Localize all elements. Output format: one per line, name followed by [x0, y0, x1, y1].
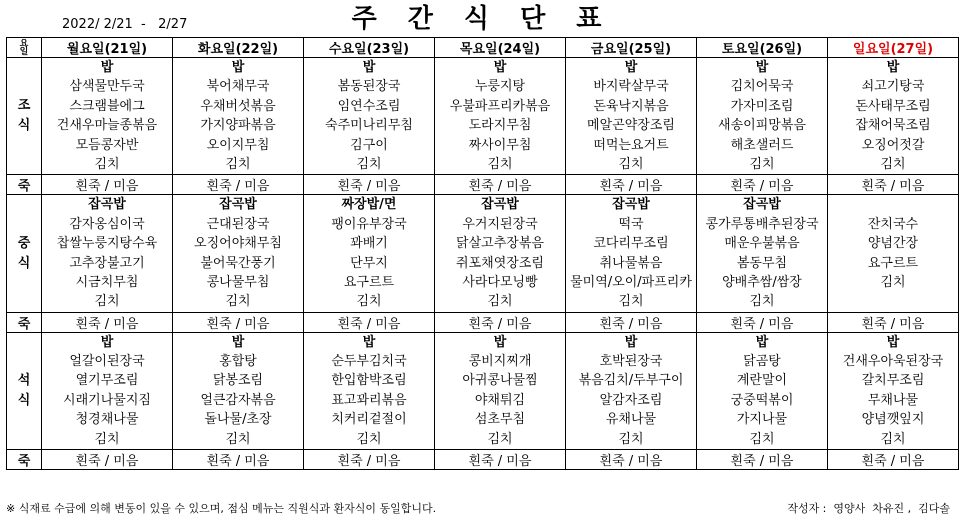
menu-item: 홍합탕	[219, 354, 257, 370]
menu-item: 취나물볶음	[599, 255, 663, 271]
menu-cell-lunch-mon	[42, 195, 173, 312]
menu-item: 스크램블에그	[69, 98, 145, 114]
menu-item: 새송이피망볶음	[718, 118, 806, 134]
menu-cell-lunch-thu	[435, 195, 566, 312]
juk-value: 흰죽 / 미음	[730, 454, 794, 470]
menu-item-main: 잡곡밥	[88, 197, 126, 213]
menu-item: 해초샐러드	[730, 137, 794, 153]
menu-item: 요구르트	[867, 255, 919, 271]
menu-item: 김치	[487, 156, 513, 172]
day-header-tue: 화요일(22일)	[173, 38, 304, 58]
menu-cell-lunch-tue	[173, 195, 304, 312]
menu-cell-dinner-sat	[697, 332, 828, 449]
juk-cell-breakfast-tue	[173, 175, 304, 195]
juk-value: 흰죽 / 미음	[337, 179, 401, 195]
menu-item: 팽이유부장국	[331, 216, 407, 232]
meal-row-breakfast	[7, 58, 959, 175]
menu-cell-lunch-sat	[697, 195, 828, 312]
menu-cell-lunch-wed	[304, 195, 435, 312]
menu-item-main: 잡곡밥	[219, 197, 257, 213]
juk-value: 흰죽 / 미음	[337, 454, 401, 470]
menu-item: 김치	[356, 431, 382, 447]
menu-item: 김치	[880, 431, 906, 447]
menu-item: 청경채나물	[75, 412, 139, 428]
menu-item: 닭곰탕	[743, 354, 781, 370]
juk-cell-dinner-fri	[566, 450, 697, 470]
juk-cell-lunch-sat	[697, 312, 828, 332]
juk-cell-lunch-sun	[828, 312, 959, 332]
menu-item: 닭살고추장볶음	[456, 236, 544, 252]
juk-cell-lunch-wed	[304, 312, 435, 332]
menu-item-main: 밥	[624, 60, 638, 75]
menu-item-main: 밥	[886, 334, 900, 350]
menu-item: 김치	[618, 156, 644, 172]
meal-label-lunch	[7, 195, 42, 312]
juk-value: 흰죽 / 미음	[337, 316, 401, 332]
menu-item: 누룽지탕	[474, 79, 526, 95]
menu-item: 김치	[749, 294, 775, 310]
menu-item-main: 밥	[231, 60, 245, 75]
menu-item: 물미역/오이/파프리카	[570, 274, 692, 290]
menu-cell-breakfast-tue	[173, 58, 304, 175]
menu-item-main: 밥	[755, 60, 769, 75]
menu-item: 순두부김치국	[331, 354, 407, 370]
juk-value: 흰죽 / 미음	[599, 454, 663, 470]
menu-item: 김치	[880, 274, 906, 290]
menu-item: 김치	[356, 294, 382, 310]
juk-cell-lunch-tue	[173, 312, 304, 332]
menu-item: 알감자조림	[599, 392, 663, 408]
juk-value: 흰죽 / 미음	[468, 316, 532, 332]
menu-item: 김치	[749, 431, 775, 447]
corner-label-bottom: 일	[19, 46, 29, 57]
day-header-fri: 금요일(25일)	[566, 38, 697, 58]
menu-item: 김치	[487, 294, 513, 310]
juk-row-lunch	[7, 312, 959, 332]
menu-cell-breakfast-fri	[566, 58, 697, 175]
weekly-menu-table	[6, 37, 959, 470]
corner-cell	[7, 38, 42, 58]
juk-cell-breakfast-sat	[697, 175, 828, 195]
menu-cell-dinner-mon	[42, 332, 173, 449]
menu-item: 건새우마늘종볶음	[56, 118, 158, 134]
juk-cell-breakfast-fri	[566, 175, 697, 195]
menu-item: 야채튀김	[474, 392, 526, 408]
menu-item: 양념간장	[867, 236, 919, 252]
juk-value: 흰죽 / 미음	[75, 179, 139, 195]
juk-label	[7, 175, 42, 195]
menu-item: 모듬콩자반	[75, 137, 139, 153]
menu-item-main: 밥	[624, 334, 638, 350]
menu-item-main: 밥	[100, 60, 114, 75]
juk-value: 흰죽 / 미음	[861, 454, 925, 470]
menu-item-main: 잡곡밥	[743, 197, 781, 213]
juk-label	[7, 312, 42, 332]
menu-item: 김치	[225, 294, 251, 310]
menu-item: 표고꽈리볶음	[331, 392, 407, 408]
menu-item: 아귀콩나물찜	[462, 373, 538, 389]
meal-label-dinner	[7, 332, 42, 449]
day-header-mon: 월요일(21일)	[42, 38, 173, 58]
juk-label-text: 죽	[17, 454, 31, 470]
meal-label-text: 조식	[17, 98, 31, 134]
menu-item: 요구르트	[343, 274, 395, 290]
menu-cell-dinner-thu	[435, 332, 566, 449]
menu-item: 쥐포채엿장조림	[456, 255, 544, 271]
menu-cell-lunch-sun	[828, 195, 959, 312]
menu-item-main: 밥	[100, 334, 114, 350]
menu-cell-breakfast-mon	[42, 58, 173, 175]
menu-item: 궁중떡볶이	[730, 392, 794, 408]
menu-item: 쇠고기탕국	[861, 79, 925, 95]
menu-item: 북어채무국	[206, 79, 270, 95]
menu-item: 김치	[225, 431, 251, 447]
juk-value: 흰죽 / 미음	[468, 179, 532, 195]
menu-item-main: 짜장밥/면	[341, 197, 397, 213]
day-header-thu: 목요일(24일)	[435, 38, 566, 58]
menu-item: 근대된장국	[206, 216, 270, 232]
juk-row-dinner	[7, 450, 959, 470]
juk-cell-dinner-tue	[173, 450, 304, 470]
menu-item: 시래기나물지짐	[63, 392, 151, 408]
menu-item: 돈사태무조림	[855, 98, 931, 114]
menu-item: 찹쌀누룽지탕수육	[56, 236, 158, 252]
menu-item: 꽈배기	[350, 236, 388, 252]
juk-value: 흰죽 / 미음	[468, 454, 532, 470]
menu-item: 불어묵간풍기	[200, 255, 276, 271]
juk-cell-breakfast-mon	[42, 175, 173, 195]
menu-item: 떠먹는요거트	[593, 137, 669, 153]
menu-item: 호박된장국	[599, 354, 663, 370]
menu-item: 떡국	[618, 216, 644, 232]
menu-item-main	[828, 195, 958, 214]
juk-value: 흰죽 / 미음	[206, 179, 270, 195]
menu-item: 오징어야채무침	[194, 236, 282, 252]
menu-item: 우거지된장국	[462, 216, 538, 232]
menu-item: 짜사이무침	[468, 137, 532, 153]
menu-item: 김치	[618, 431, 644, 447]
menu-item: 김치	[356, 156, 382, 172]
menu-cell-breakfast-wed	[304, 58, 435, 175]
menu-item: 김치	[749, 156, 775, 172]
date-range: 2022/ 2/21 - 2/27	[62, 17, 188, 32]
header-row	[7, 38, 959, 58]
menu-item: 계란말이	[736, 373, 788, 389]
day-header-sat: 토요일(26일)	[697, 38, 828, 58]
menu-item: 메알곤약장조림	[587, 118, 675, 134]
menu-cell-dinner-fri	[566, 332, 697, 449]
menu-item: 오징어젓갈	[861, 137, 925, 153]
menu-item: 볶음김치/두부구이	[578, 373, 684, 389]
juk-cell-lunch-mon	[42, 312, 173, 332]
juk-cell-dinner-wed	[304, 450, 435, 470]
menu-item: 가지나물	[736, 412, 788, 428]
menu-item: 김치	[880, 156, 906, 172]
menu-item: 고추장불고기	[69, 255, 145, 271]
menu-item: 치커리겉절이	[331, 412, 407, 428]
menu-item: 시금치무침	[75, 274, 139, 290]
menu-cell-breakfast-sun	[828, 58, 959, 175]
menu-item-main: 밥	[493, 334, 507, 350]
menu-item: 우불파프리카볶음	[449, 98, 551, 114]
menu-item-main: 잡곡밥	[481, 197, 519, 213]
juk-value: 흰죽 / 미음	[599, 316, 663, 332]
day-header-sun: 일요일(27일)	[828, 38, 959, 58]
menu-cell-dinner-wed	[304, 332, 435, 449]
menu-item: 유채나물	[605, 412, 657, 428]
meal-row-dinner	[7, 332, 959, 449]
juk-value: 흰죽 / 미음	[75, 316, 139, 332]
menu-item: 무채나물	[867, 392, 919, 408]
juk-value: 흰죽 / 미음	[599, 179, 663, 195]
juk-cell-dinner-sat	[697, 450, 828, 470]
menu-item: 임연수조림	[337, 98, 401, 114]
juk-cell-dinner-thu	[435, 450, 566, 470]
menu-item: 가지양파볶음	[200, 118, 276, 134]
meal-label-breakfast	[7, 58, 42, 175]
menu-item: 김치어묵국	[730, 79, 794, 95]
menu-item-main: 밥	[755, 334, 769, 350]
menu-item-main: 밥	[493, 60, 507, 75]
menu-item: 김치	[487, 431, 513, 447]
menu-item: 바지락살무국	[593, 79, 669, 95]
menu-item: 콩나물무침	[206, 274, 270, 290]
menu-item	[828, 292, 958, 311]
menu-item: 도라지무침	[468, 118, 532, 134]
menu-item: 잡채어묵조림	[855, 118, 931, 134]
menu-cell-lunch-fri	[566, 195, 697, 312]
menu-item: 삼색물만두국	[69, 79, 145, 95]
menu-item: 코다리무조림	[593, 236, 669, 252]
menu-item: 얼갈이된장국	[69, 354, 145, 370]
meal-row-lunch	[7, 195, 959, 312]
page-title: 주 간 식 단 표	[351, 4, 613, 34]
menu-item: 김치	[94, 431, 120, 447]
menu-cell-breakfast-sat	[697, 58, 828, 175]
menu-cell-dinner-tue	[173, 332, 304, 449]
menu-item-main: 밥	[886, 60, 900, 75]
juk-value: 흰죽 / 미음	[206, 454, 270, 470]
juk-value: 흰죽 / 미음	[730, 179, 794, 195]
juk-row-breakfast	[7, 175, 959, 195]
juk-cell-lunch-fri	[566, 312, 697, 332]
menu-item: 숙주미나리무침	[325, 118, 413, 134]
menu-item: 한입함박조림	[331, 373, 407, 389]
corner-label-top: 요	[19, 38, 29, 49]
menu-item: 열기무조림	[75, 373, 139, 389]
day-header-wed: 수요일(23일)	[304, 38, 435, 58]
meal-label-text: 중식	[17, 235, 31, 271]
juk-cell-breakfast-sun	[828, 175, 959, 195]
juk-value: 흰죽 / 미음	[730, 316, 794, 332]
menu-item: 양배추쌈/쌈장	[722, 274, 802, 290]
menu-cell-dinner-sun	[828, 332, 959, 449]
menu-item: 김치	[618, 294, 644, 310]
menu-item: 봄동무침	[736, 255, 788, 271]
menu-item: 양념깻잎지	[861, 412, 925, 428]
menu-item-main: 잡곡밥	[612, 197, 650, 213]
juk-label-text: 죽	[17, 179, 31, 195]
menu-item: 김치	[94, 294, 120, 310]
juk-cell-dinner-mon	[42, 450, 173, 470]
juk-cell-breakfast-thu	[435, 175, 566, 195]
menu-item: 건새우아욱된장국	[842, 354, 944, 370]
menu-item: 가자미조림	[730, 98, 794, 114]
menu-item-main: 밥	[362, 334, 376, 350]
juk-value: 흰죽 / 미음	[861, 316, 925, 332]
menu-item: 감자옹심이국	[69, 216, 145, 232]
menu-item: 단무지	[350, 255, 388, 271]
menu-item: 얼큰감자볶음	[200, 392, 276, 408]
menu-item: 섬초무침	[474, 412, 526, 428]
menu-item: 우채버섯볶음	[200, 98, 276, 114]
menu-item: 잔치국수	[867, 216, 919, 232]
menu-item: 사라다모닝빵	[462, 274, 538, 290]
writer-credit: 작성자 : 영양사 차유진 , 김다솔	[787, 502, 950, 515]
menu-item: 김치	[94, 156, 120, 172]
menu-cell-breakfast-thu	[435, 58, 566, 175]
juk-label	[7, 450, 42, 470]
meal-label-text: 석식	[17, 372, 31, 408]
juk-value: 흰죽 / 미음	[861, 179, 925, 195]
menu-item: 콩가루통배추된장국	[705, 216, 819, 232]
menu-item: 김치	[225, 156, 251, 172]
menu-item-main: 밥	[362, 60, 376, 75]
menu-item: 돈육낙지볶음	[593, 98, 669, 114]
menu-item: 김구이	[350, 137, 388, 153]
juk-cell-lunch-thu	[435, 312, 566, 332]
menu-item: 갈치무조림	[861, 373, 925, 389]
juk-value: 흰죽 / 미음	[206, 316, 270, 332]
menu-item: 닭봉조림	[212, 373, 264, 389]
footnote: ※ 식재료 수급에 의해 변동이 있을 수 있으며, 점심 메뉴는 직원식과 환자식이 동일합니다.	[6, 502, 437, 515]
menu-item: 콩비지찌개	[468, 354, 532, 370]
juk-value: 흰죽 / 미음	[75, 454, 139, 470]
juk-label-text: 죽	[17, 316, 31, 332]
juk-cell-breakfast-wed	[304, 175, 435, 195]
menu-item: 봄동된장국	[337, 79, 401, 95]
menu-item-main: 밥	[231, 334, 245, 350]
menu-item: 오이지무침	[206, 137, 270, 153]
juk-cell-dinner-sun	[828, 450, 959, 470]
menu-item: 돌나물/초장	[204, 412, 272, 428]
menu-item: 매운우불볶음	[724, 236, 800, 252]
